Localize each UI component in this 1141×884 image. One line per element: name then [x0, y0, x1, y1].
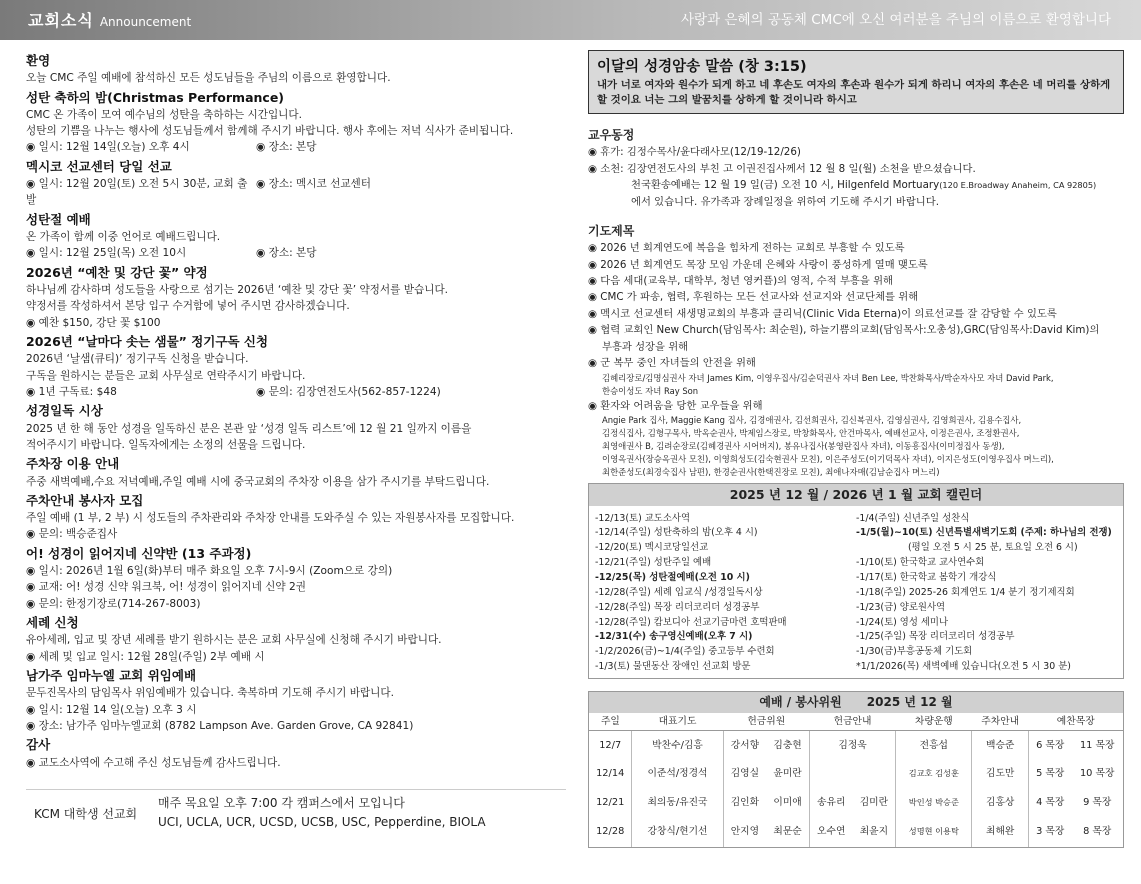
- calendar-event: -12/13(토) 교도소사역: [595, 512, 691, 524]
- memory-verse-box: [588, 50, 1124, 114]
- service-header: 헌금안내: [809, 713, 895, 731]
- announcement-line: 유아세례, 입교 및 장년 세례를 받기 원하시는 분은 교회 사무실에 신청해 주시기 바랍니다.: [26, 634, 442, 647]
- sick-names: 이영옥권사(장승옥권사 모친), 이영희성도(김숙현권사 모친), 이은주성도(이기덕목사 자녀), 이지은성도(이영우집사 며느리),: [602, 454, 1054, 465]
- calendar-event: -1/10(토) 한국학교 교사연수회: [856, 557, 985, 569]
- service-guide: 최윤지: [859, 826, 889, 838]
- service-car: 김교호 김성훈: [896, 760, 972, 789]
- service-mokjang: 4 목장: [1028, 789, 1071, 818]
- service-offering: 강서향: [723, 731, 766, 760]
- calendar-event: -1/25(주일) 목장 리더코리더 성경공부: [856, 631, 1015, 643]
- military-names: 한승이성도 자녀 Ray Son: [602, 385, 699, 396]
- announcement-line: ◉ 예찬 $150, 강단 꽃 $100: [26, 316, 161, 329]
- announcement-line: ◉ 장소: 남가주 임마누엘교회 (8782 Lampson Ave. Garden Grove, CA 92841): [26, 720, 414, 733]
- service-parking: 김도만: [972, 760, 1029, 789]
- service-prayer: 최의동/유진국: [632, 789, 723, 818]
- prayer-item: ◉ CMC 가 파송, 협력, 후원하는 모든 선교사와 선교지와 선교단체를 위해: [588, 291, 919, 304]
- announcement-line: 구독을 원하시는 분들은 교회 사무실로 연락주시기 바랍니다.: [26, 369, 306, 382]
- service-date: 12/21: [596, 797, 625, 809]
- prayer-item: ◉ 2026 년 회계연도 목장 모임 가운데 은혜와 사랑이 풍성하게 열매 맺도록: [588, 258, 928, 271]
- prayer-item: 부흥과 성장을 위해: [602, 340, 689, 353]
- kcm-name: KCM 대학생 선교회: [34, 806, 138, 821]
- prayer-item: ◉ 2026 년 회계연도에 복음을 힘차게 전하는 교회로 부흥할 수 있도록: [588, 242, 905, 255]
- service-parking: 백승준: [972, 731, 1029, 760]
- announcement-title: 2026년 “날마다 솟는 샘물” 정기구독 신청: [26, 334, 269, 350]
- announcement-detail: [26, 384, 566, 400]
- kcm-text: [158, 790, 486, 832]
- prayer-item: ◉ 협력 교회인 New Church(담임목사: 최순원), 하늘기쁨의교회(담임목사:오총성),GRC(담임목사:David Kim)의: [588, 324, 1100, 337]
- service-header: 헌금위원: [723, 713, 809, 731]
- service-table: [588, 691, 1124, 848]
- member-news-title: 교우동정: [588, 128, 635, 143]
- memory-verse-title: 이달의 성경암송 말씀 (창 3:15): [597, 59, 807, 75]
- service-date: 12/28: [596, 826, 625, 838]
- prayer-item: ◉ 환자와 어려움을 당한 교우들을 위해: [588, 399, 763, 412]
- announcement-title: 주차장 이용 안내: [26, 456, 120, 472]
- calendar-december: [595, 512, 856, 675]
- service-header: 차량운행: [896, 713, 972, 731]
- military-names: 김혜리장로/김명심권사 자녀 James Kim, 이영우집사/김순덕권사 자녀 Ben Lee, 박찬화목사/박순자사모 자녀 David Park,: [602, 372, 1054, 383]
- announcement-column: [26, 50, 566, 832]
- announcement-detail: [26, 139, 566, 155]
- announcement-title: 환영: [26, 53, 51, 68]
- header-banner: [0, 0, 1141, 40]
- prayer-item: ◉ 멕시코 선교센터 새생명교회의 부흥과 클리닉(Clinic Vida Eterna)이 의료선교를 잘 감당할 수 있도록: [588, 307, 1057, 320]
- detail-place: ◉ 문의: 김장연전도사(562-857-1224): [256, 386, 441, 399]
- calendar-event: -1/4(주일) 신년주일 성찬식: [856, 512, 970, 524]
- announcement-line: ◉ 일시: 12월 14 일(오늘) 오후 3 시: [26, 703, 197, 716]
- calendar-event: -12/28(주일) 목장 리더코리더 성경공부: [595, 601, 760, 613]
- announcement-title: 감사: [26, 737, 51, 753]
- service-header: 주차안내: [972, 713, 1029, 731]
- announcement-line: ◉ 교재: 어! 성경 신약 워크북, 어! 성경이 읽어지네 신약 2권: [26, 581, 306, 594]
- service-car: 박인성 박승준: [896, 789, 972, 818]
- service-offering: 이미애: [773, 797, 802, 809]
- announcement-title: 성탄 축하의 밤(Christmas Performance): [26, 89, 285, 105]
- service-guide: 오수연: [809, 818, 852, 847]
- prayer-item: ◉ 군 복무 중인 자녀들의 안전을 위해: [588, 357, 756, 370]
- sick-names: 최한준성도(최경숙집사 남편), 한경순권사(한택진장로 모친), 최애나자매(김남순집사 며느리): [602, 467, 940, 478]
- announcement-line: 성탄의 기쁨을 나누는 행사에 성도님들께서 함께해 주시기 바랍니다. 행사 후에는 저녁 식사가 준비됩니다.: [26, 125, 514, 138]
- calendar-event: -12/31(수) 송구영신예배(오후 7 시): [595, 631, 753, 643]
- service-guide: 김정욱: [809, 731, 895, 760]
- prayer-title: 기도제목: [588, 224, 635, 239]
- right-column: [588, 50, 1124, 848]
- service-mokjang: 5 목장: [1028, 760, 1071, 789]
- church-motto: 사랑과 은혜의 공동체 CMC에 오신 여러분을 주님의 이름으로 환영합니다: [681, 12, 1111, 28]
- service-prayer: 이준석/정경석: [632, 760, 723, 789]
- service-mokjang: 10 목장: [1079, 768, 1115, 780]
- service-mokjang: 9 목장: [1083, 797, 1112, 809]
- prayer-list: [588, 240, 1124, 479]
- service-car: 전흥섭: [896, 731, 972, 760]
- sick-names: 김정식집사, 김형구목사, 박옥순권사, 박제임스장로, 박창화목사, 안건마목사, 예배선교사, 이정은권사, 조정환권사,: [602, 428, 1020, 439]
- service-mokjang: 6 목장: [1028, 731, 1071, 760]
- service-mokjang: 3 목장: [1028, 818, 1071, 847]
- sick-names: 최영애권사 B, 김려순장로(김혜경권사 시어버지), 봉유나집사(봉영란집사 자녀), 이동흥집사(이미정집사 동생),: [602, 441, 1005, 452]
- detail-place: ◉ 장소: 멕시코 선교센터: [256, 178, 372, 190]
- calendar-event: -12/25(목) 성탄절예배(오전 10 시): [595, 572, 750, 584]
- calendar-event: -12/20(토) 멕시코당일선교: [595, 542, 709, 554]
- announcement-line: 적어주시기 바랍니다. 일독자에게는 소정의 선물을 드립니다.: [26, 438, 306, 451]
- calendar-title: 2025 년 12 월 / 2026 년 1 월 교회 캘린더: [589, 484, 1123, 505]
- announcement-line: 주중 새벽예배,수요 저녁예배,주일 예배 시에 중국교회의 주차장 이용을 삼가 주시기를 부탁드립니다.: [26, 475, 490, 488]
- announcement-title: 2026년 “예찬 및 강단 꽃” 약정: [26, 264, 208, 280]
- announcement-title: 성경일독 시상: [26, 403, 103, 419]
- announcement-line: 문두진목사의 담임목사 위임예배가 있습니다. 축복하며 기도해 주시기 바랍니다.: [26, 687, 395, 700]
- announcement-line: 2026년 ‘날샘(큐티)’ 정기구독 신청을 받습니다.: [26, 353, 249, 366]
- announcement-line: CMC 온 가족이 모여 예수님의 성탄을 축하하는 시간입니다.: [26, 108, 303, 121]
- member-news-passing: ◉ 소천: 김장연전도사의 부친 고 이권진집사께서 12 월 8 일(월) 소천을 받으셨습니다.: [588, 162, 976, 175]
- announcement-line: ◉ 문의: 한정기장로(714-267-8003): [26, 597, 201, 610]
- service-table-title: 예배 / 봉사위원 2025 년 12 월: [589, 692, 1123, 713]
- announcement-line: ◉ 일시: 2026년 1월 6일(화)부터 매주 화요일 오후 7시-9시 (Zoom으로 강의): [26, 564, 393, 577]
- page-title: 교회소식 Announcement: [28, 11, 192, 30]
- calendar-event: -1/5(월)~10(토) 신년특별새벽기도회 (주제: 하나님의 전쟁): [856, 527, 1112, 539]
- service-header: 대표기도: [632, 713, 723, 731]
- service-date: 12/14: [596, 768, 625, 780]
- announcement-title: 남가주 임마누엘 교회 위임예배: [26, 668, 197, 684]
- service-grid: [589, 713, 1123, 847]
- service-prayer: 박찬수/김흥: [632, 731, 723, 760]
- announcement-title: 주차안내 봉사자 모집: [26, 492, 144, 508]
- announcement-detail: [26, 245, 566, 261]
- detail-date: ◉ 일시: 12월 25일(목) 오전 10시: [26, 247, 187, 260]
- sick-names: Angie Park 집사, Maggie Kang 집사, 김경애권사, 김선희권사, 김신복권사, 김영심권사, 김영희권사, 김용수집사,: [602, 415, 1022, 426]
- detail-place: ◉ 장소: 본당: [256, 247, 317, 260]
- announcement-line: 오늘 CMC 주일 예배에 참석하신 모든 성도님들을 주님의 이름으로 환영합니다.: [26, 72, 391, 85]
- service-header: 예찬목장: [1028, 713, 1123, 731]
- service-car: 성명현 이용탁: [896, 818, 972, 847]
- announcement-detail: [26, 176, 566, 209]
- memory-verse-text: 내가 너로 여자와 원수가 되게 하고 네 후손도 여자의 후손과 원수가 되게 하리니 여자의 후손은 네 머리를 상하게 할 것이요 너는 그의 발꿈치를 상하게 할 것이니라 하시고: [597, 79, 1111, 107]
- kcm-line-2: UCI, UCLA, UCR, UCSD, UCSB, USC, Pepperdine, BIOLA: [158, 815, 486, 830]
- service-date: 12/7: [599, 739, 622, 751]
- kcm-line-1: 매주 목요일 오후 7:00 각 캠퍼스에서 모입니다: [158, 796, 405, 810]
- member-news-funeral-note: 에서 있습니다. 유가족과 장례일정을 위하여 기도해 주시기 바랍니다.: [631, 195, 939, 208]
- announcement-line: 하나님께 감사하며 성도들을 사랑으로 섬기는 2026년 ‘예찬 및 강단 꽃’ 약정서를 받습니다.: [26, 283, 449, 296]
- calendar-event: -1/30(금)부흥공동체 기도회: [856, 646, 973, 658]
- service-mokjang: 11 목장: [1079, 739, 1115, 751]
- announcement-line: ◉ 교도소사역에 수고해 주신 성도님들께 감사드립니다.: [26, 756, 281, 769]
- service-guide: 송유리: [809, 789, 852, 818]
- calendar-event: -1/17(토) 한국학교 봄학기 개강식: [856, 572, 997, 584]
- service-offering: 최문순: [773, 826, 802, 838]
- service-parking: 김홍상: [972, 789, 1029, 818]
- kcm-box: [26, 789, 566, 832]
- calendar-january: [856, 512, 1117, 675]
- announcement-line: 온 가족이 함께 이중 언어로 예배드립니다.: [26, 230, 221, 243]
- calendar-event: -1/18(주일) 2025-26 회계연도 1/4 분기 정기제직회: [856, 586, 1075, 598]
- calendar-event: -12/14(주일) 성탄축하의 밤(오후 4 시): [595, 527, 758, 539]
- page-title-en: Announcement: [99, 15, 192, 29]
- calendar-event: -12/28(주일) 세례 입교식 /성경일독시상: [595, 586, 763, 598]
- calendar-event: -12/28(주일) 캄보디아 선교기금마련 호떡판매: [595, 616, 787, 628]
- church-calendar: [588, 483, 1124, 679]
- announcement-title: 멕시코 선교센터 당일 선교: [26, 158, 172, 174]
- service-prayer: 강창식/현기선: [632, 818, 723, 847]
- member-news-funeral: 천국환송예배는 12 월 19 일(금) 오전 10 시, Hilgenfeld Mortuary(120 E.Broadway Anaheim, CA 92805): [631, 179, 1097, 192]
- announcement-line: 주일 예배 (1 부, 2 부) 시 성도들의 주차관리와 주차장 안내를 도와주실 수 있는 자원봉사자를 모집합니다.: [26, 512, 515, 525]
- calendar-event: -1/24(토) 영성 세미나: [856, 616, 949, 628]
- calendar-event: *1/1/2026(목) 새벽예배 있습니다(오전 5 시 30 분): [856, 661, 1071, 673]
- service-header: 주일: [589, 713, 632, 731]
- service-guide-empty: [809, 760, 895, 789]
- service-offering: 김충현: [773, 739, 802, 751]
- detail-date: ◉ 일시: 12월 14일(오늘) 오후 4시: [26, 141, 190, 154]
- service-offering: 윤미란: [773, 768, 802, 780]
- service-offering: 안지영: [723, 818, 766, 847]
- calendar-event: -1/3(토) 물댄동산 장애인 선교회 방문: [595, 661, 751, 673]
- announcement-title: 어! 성경이 읽어지네 신약반 (13 주과정): [26, 545, 252, 561]
- calendar-event: -1/2/2026(금)~1/4(주일) 중고등부 수련회: [595, 646, 775, 658]
- service-mokjang: 8 목장: [1083, 826, 1112, 838]
- detail-date: ◉ 일시: 12월 20일(토) 오전 5시 30분, 교회 출발: [26, 178, 248, 207]
- detail-date: ◉ 1년 구독료: $48: [26, 386, 117, 399]
- service-parking: 최해완: [972, 818, 1029, 847]
- service-offering: 김인화: [723, 789, 766, 818]
- announcement-line: 약정서를 작성하셔서 본당 입구 수거함에 넣어 주시면 감사하겠습니다.: [26, 300, 350, 313]
- announcement-line: ◉ 문의: 백승준집사: [26, 528, 118, 541]
- calendar-event: -12/21(주일) 성탄주일 예배: [595, 557, 712, 569]
- announcement-title: 세례 신청: [26, 615, 79, 631]
- calendar-event: (평일 오전 5 시 25 분, 토요일 오전 6 시): [908, 542, 1078, 554]
- prayer-item: ◉ 다음 세대(교육부, 대학부, 청년 영커플)의 영적, 수적 부흥을 위해: [588, 274, 893, 287]
- service-guide: 김미란: [859, 797, 889, 809]
- announcement-title: 성탄절 예배: [26, 211, 91, 227]
- service-offering: 김영실: [723, 760, 766, 789]
- announcement-line: ◉ 세례 및 입교 일시: 12월 28일(주일) 2부 예배 시: [26, 650, 265, 663]
- calendar-event: -1/23(금) 양로원사역: [856, 601, 946, 613]
- member-news-vacation: ◉ 휴가: 김정수목사/윤다래사모(12/19-12/26): [588, 146, 801, 159]
- announcement-line: 2025 년 한 해 동안 성경을 일독하신 분은 본관 앞 ‘성경 일독 리스트’에 12 월 21 일까지 이름을: [26, 422, 472, 435]
- detail-place: ◉ 장소: 본당: [256, 141, 317, 154]
